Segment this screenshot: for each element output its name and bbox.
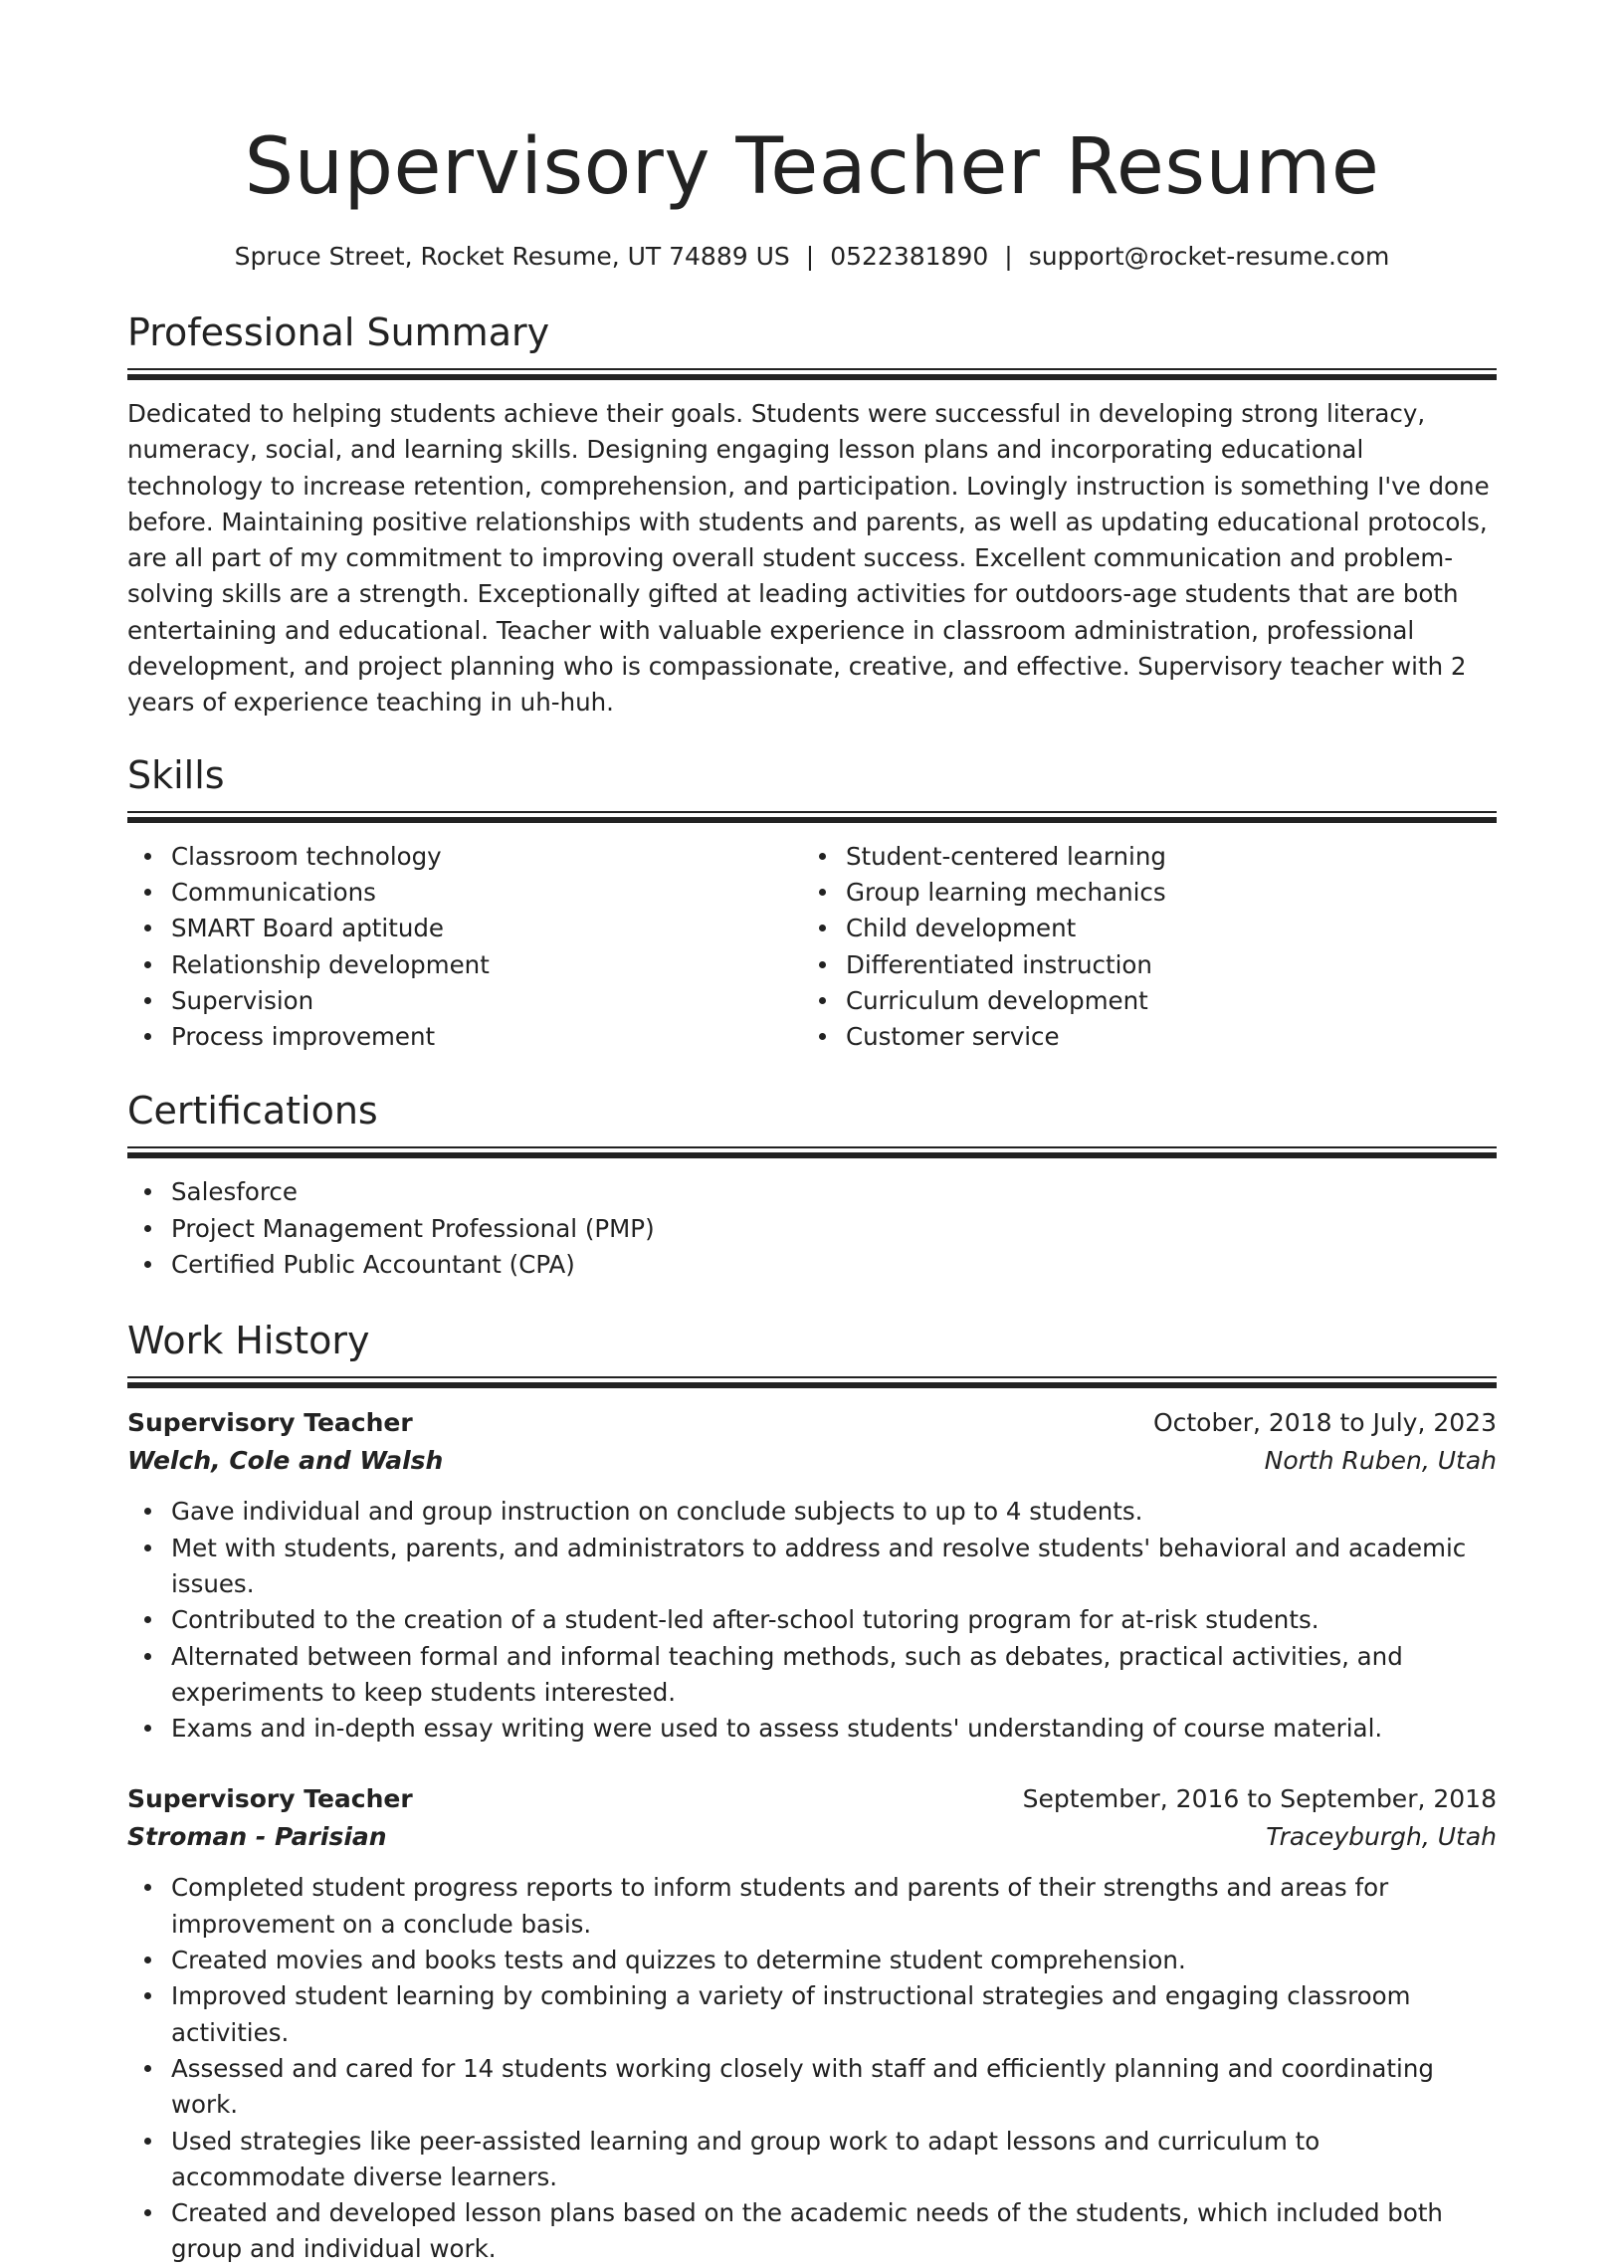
job-duty-item: Exams and in-depth essay writing were used to assess students' understanding of course material. [171, 1711, 1497, 1747]
skills-list-left [127, 839, 802, 1056]
job-duties-list [127, 1870, 1497, 2267]
job-location: North Ruben, Utah [1264, 1446, 1497, 1476]
skill-item: Relationship development [171, 947, 802, 983]
certifications-section [127, 1085, 1497, 1283]
skill-item: Customer service [846, 1019, 1477, 1055]
section-heading-work-history: Work History [127, 1319, 370, 1363]
section-heading-summary: Professional Summary [127, 310, 550, 354]
skills-column-right [802, 839, 1477, 1056]
job-duty-item: Alternated between formal and informal teaching methods, such as debates, practical activities, and experiments to keep students interested. [171, 1639, 1497, 1712]
section-divider [127, 1146, 1497, 1158]
skills-column-left [127, 839, 802, 1056]
contact-address: Spruce Street, Rocket Resume, UT 74889 US [234, 242, 790, 271]
job-duty-item: Created movies and books tests and quizzes to determine student comprehension. [171, 1943, 1497, 1978]
resume-page [127, 0, 1497, 2268]
contact-separator: | [1004, 242, 1013, 271]
job-duties-list [127, 1494, 1497, 1747]
job-subheader-row [127, 1442, 1497, 1480]
section-divider [127, 368, 1497, 380]
skill-item: Supervision [171, 983, 802, 1019]
certifications-list [127, 1174, 1497, 1283]
skill-item: SMART Board aptitude [171, 911, 802, 946]
section-heading-certifications: Certifications [127, 1089, 378, 1134]
summary-text: Dedicated to helping students achieve their goals. Students were successful in developing strong literacy, numeracy, social, and learning skills. Designing engaging lesson plans and incorporating educational technology to increase retention, comprehension, and participation. Lovingly instruction is something I've done before. Maintaining positive relationships with students and parents, as well as updating educational protocols, are all part of my commitment to improving overall student success. Excellent communication and problem-solving skills are a strength. Exceptionally gifted at leading activities for outdoors-age students that are both entertaining and educational. Teacher with valuable experience in classroom administration, professional development, and project planning who is compassionate, creative, and effective. Supervisory teacher with 2 years of experience teaching in uh-huh. [127, 399, 1490, 718]
section-divider [127, 811, 1497, 823]
contact-separator: | [805, 242, 815, 271]
skill-item: Student-centered learning [846, 839, 1477, 875]
job-title: Supervisory Teacher [127, 1784, 413, 1814]
job-duty-item: Gave individual and group instruction on conclude subjects to up to 4 students. [171, 1494, 1497, 1530]
contact-line [127, 239, 1497, 275]
skill-item: Process improvement [171, 1019, 802, 1055]
job-duty-item: Assessed and cared for 14 students working closely with staff and efficiently planning and coordinating work. [171, 2051, 1497, 2124]
skill-item: Child development [846, 911, 1477, 946]
job-dates: September, 2016 to September, 2018 [1022, 1784, 1497, 1814]
job-duty-item: Created and developed lesson plans based on the academic needs of the students, which included both group and individual work. [171, 2195, 1497, 2268]
job-entry [127, 1780, 1497, 2267]
skill-item: Classroom technology [171, 839, 802, 875]
skill-item: Communications [171, 875, 802, 911]
job-duty-item: Met with students, parents, and administrators to address and resolve students' behavioral and academic issues. [171, 1531, 1497, 1603]
certification-item: Project Management Professional (PMP) [171, 1211, 1497, 1247]
skills-section [127, 749, 1497, 1056]
job-header-row [127, 1404, 1497, 1442]
job-company: Welch, Cole and Walsh [127, 1446, 444, 1476]
job-entry [127, 1404, 1497, 1747]
skill-item: Group learning mechanics [846, 875, 1477, 911]
skill-item: Curriculum development [846, 983, 1477, 1019]
summary-section [127, 307, 1497, 722]
job-location: Traceyburgh, Utah [1266, 1822, 1497, 1852]
job-subheader-row [127, 1818, 1497, 1856]
job-header-row [127, 1780, 1497, 1818]
certification-item: Certified Public Accountant (CPA) [171, 1247, 1497, 1283]
section-divider [127, 1376, 1497, 1388]
contact-email: support@rocket-resume.com [1028, 242, 1390, 271]
job-duty-item: Improved student learning by combining a variety of instructional strategies and engaging classroom activities. [171, 1978, 1497, 2051]
section-heading-skills: Skills [127, 752, 225, 797]
skill-item: Differentiated instruction [846, 947, 1477, 983]
job-duty-item: Used strategies like peer-assisted learning and group work to adapt lessons and curriculum to accommodate diverse learners. [171, 2124, 1497, 2196]
job-title: Supervisory Teacher [127, 1408, 413, 1438]
contact-phone: 0522381890 [830, 242, 989, 271]
skills-list-right [802, 839, 1477, 1056]
job-dates: October, 2018 to July, 2023 [1152, 1408, 1497, 1438]
resume-title: Supervisory Teacher Resume [244, 122, 1380, 212]
work-history-section [127, 1315, 1497, 2267]
certification-item: Salesforce [171, 1174, 1497, 1210]
job-company: Stroman - Parisian [127, 1822, 387, 1852]
skills-grid [127, 839, 1497, 1056]
job-duty-item: Completed student progress reports to inform students and parents of their strengths and areas for improvement on a conclude basis. [171, 1870, 1497, 1943]
job-duty-item: Contributed to the creation of a student-led after-school tutoring program for at-risk students. [171, 1602, 1497, 1638]
